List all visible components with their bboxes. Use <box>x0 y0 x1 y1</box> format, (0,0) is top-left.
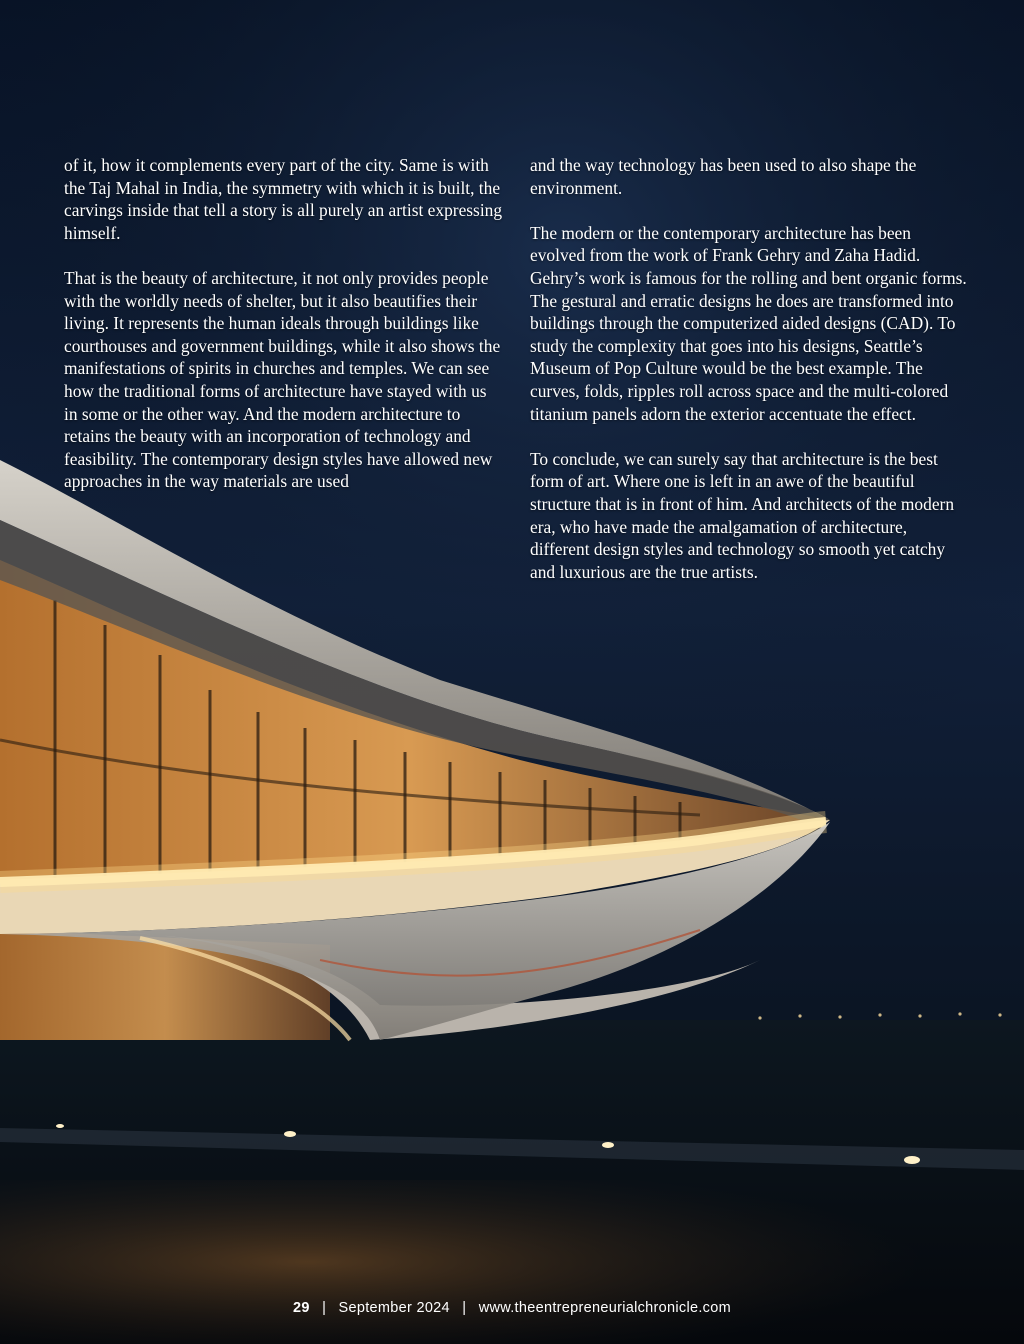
footer-separator: | <box>322 1300 327 1316</box>
paragraph: The modern or the contemporary architecture has been evolved from the work of Frank Gehry and Zaha Hadid. Gehry’s work is famous for the rolling and bent organic forms. The gestural and erratic designs he does are transformed into buildings through the computerized aided designs (CAD). To study the complexity that goes into his designs, Seattle’s Museum of Pop Culture would be the best example. The curves, folds, ripples roll across space and the multi-colored titanium panels adorn the exterior accentuate the effect. <box>530 222 967 424</box>
article-left-column <box>64 154 504 516</box>
issue-date: September 2024 <box>338 1300 450 1316</box>
website-link[interactable]: www.theentrepreneurialchronicle.com <box>478 1300 731 1316</box>
page-footer <box>0 1300 1024 1316</box>
paragraph: of it, how it complements every part of the city. Same is with the Taj Mahal in India, the symmetry with which it is built, the carvings inside that tell a story is all purely an artist expressing himself. <box>64 155 503 243</box>
paragraph: and the way technology has been used to also shape the environment. <box>530 155 917 198</box>
page-number: 29 <box>293 1300 310 1316</box>
paragraph: That is the beauty of architecture, it not only provides people with the worldly needs of shelter, but it also beautifies their living. It represents the human ideals through buildings like courthouses and government buildings, while it also shows the manifestations of spirits in churches and temples. We can see how the traditional forms of architecture have stayed with us in some or the other way. And the modern architecture to retains the beauty with an incorporation of technology and feasibility. The contemporary design styles have allowed new approaches in the way materials are used <box>64 267 501 492</box>
article-right-column <box>530 154 970 606</box>
footer-separator: | <box>462 1300 467 1316</box>
paragraph: To conclude, we can surely say that architecture is the best form of art. Where one is left in an awe of the beautiful structure that is in front of him. And architects of the modern era, who have made the amalgamation of architecture, different design styles and technology so smooth yet catchy and luxurious are the true artists. <box>530 448 955 582</box>
